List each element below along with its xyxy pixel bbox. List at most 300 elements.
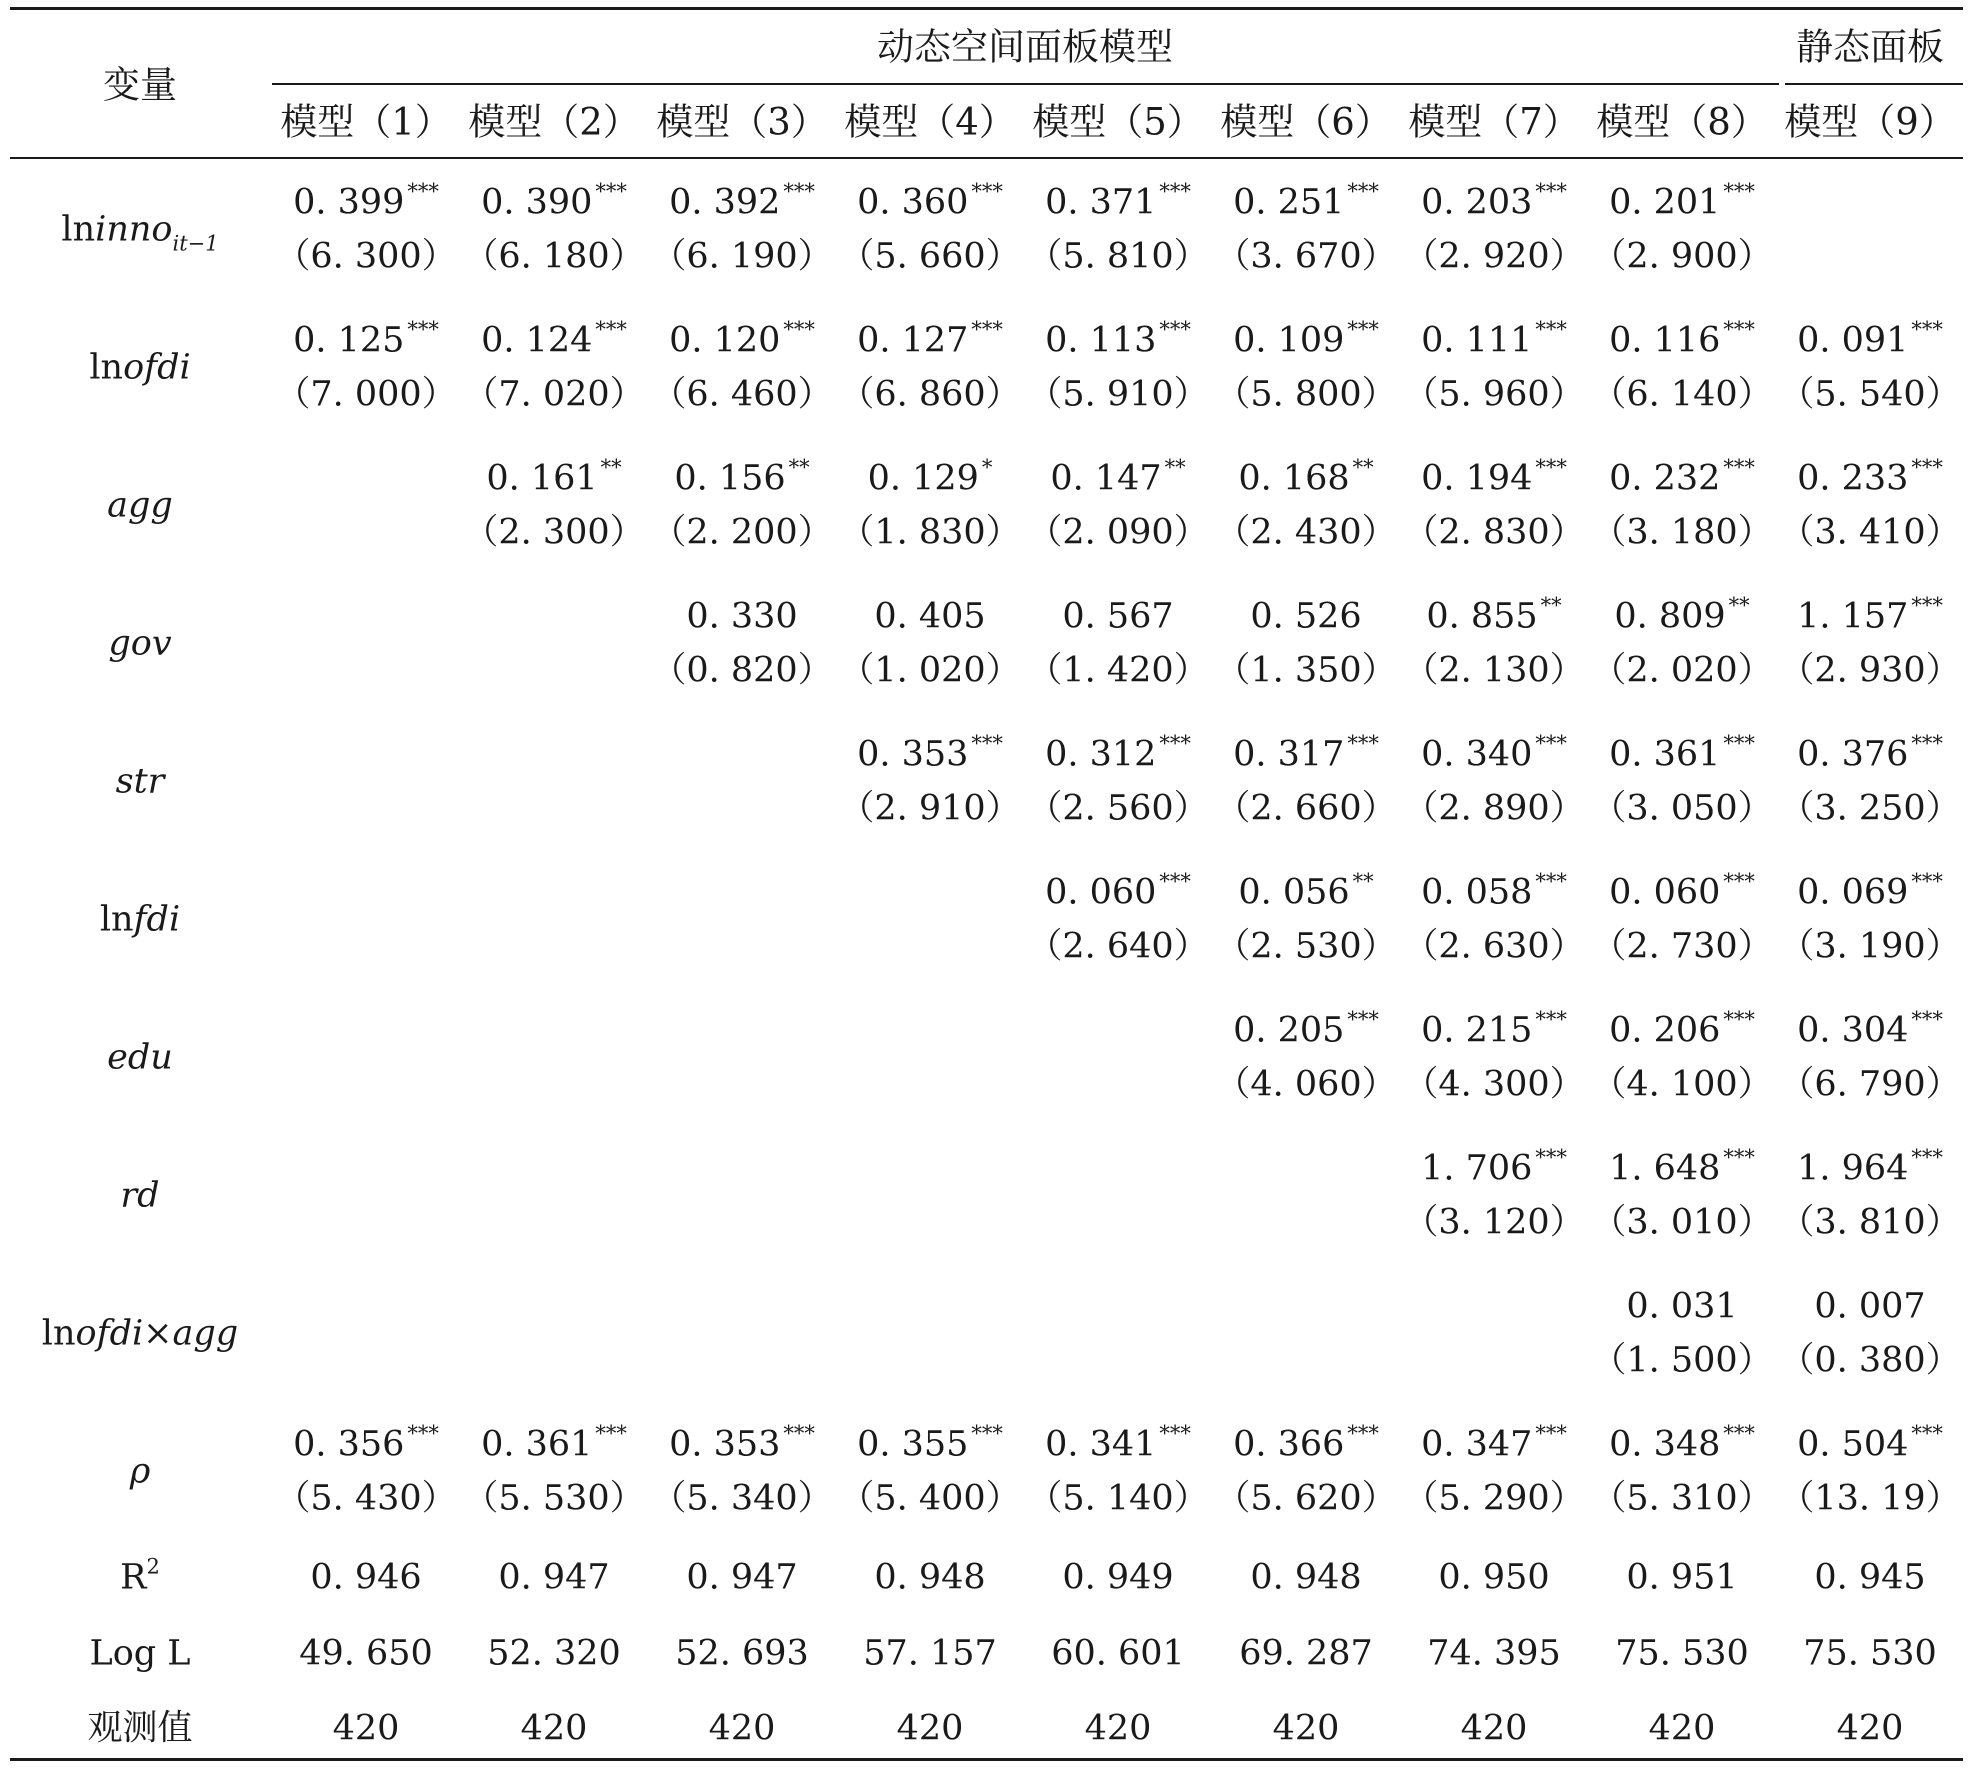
significance-stars: *** <box>407 179 439 204</box>
coefficient-value: 0. 069 <box>1797 872 1909 913</box>
coefficient-value: 0. 340 <box>1421 734 1533 775</box>
stat-value: 74. 395 <box>1427 1633 1561 1674</box>
significance-stars: *** <box>1159 869 1191 894</box>
t-statistic: （3. 010） <box>1591 1202 1773 1243</box>
significance-stars: *** <box>1347 731 1379 756</box>
t-statistic: （5. 400） <box>839 1478 1021 1519</box>
t-statistic: （2. 930） <box>1779 650 1961 691</box>
row-label-name: gov <box>108 623 172 664</box>
row-label <box>108 623 172 664</box>
t-statistic: （2. 130） <box>1403 650 1585 691</box>
t-statistic: （2. 530） <box>1215 926 1397 967</box>
coefficient <box>1421 869 1567 913</box>
t-statistic: （3. 670） <box>1215 236 1397 277</box>
coefficient-value: 0. 361 <box>481 1424 593 1465</box>
t-statistic: （6. 180） <box>463 236 645 277</box>
coefficient-value: 0. 330 <box>686 596 798 637</box>
significance-stars: ** <box>1352 869 1374 894</box>
row-label <box>115 761 165 802</box>
t-statistic: （6. 140） <box>1591 374 1773 415</box>
significance-stars: *** <box>971 179 1003 204</box>
coefficient <box>1421 455 1567 499</box>
t-statistic: （6. 790） <box>1779 1064 1961 1105</box>
coefficient <box>1421 1421 1567 1465</box>
coefficient-value: 0. 526 <box>1250 596 1362 637</box>
significance-stars: *** <box>1535 1421 1567 1446</box>
coefficient <box>1238 869 1374 913</box>
t-statistic: （0. 820） <box>651 650 833 691</box>
coefficient-value: 0. 348 <box>1609 1424 1721 1465</box>
t-statistic: （6. 860） <box>839 374 1021 415</box>
coefficient <box>1062 596 1174 637</box>
model-header: 模型（3） <box>656 100 828 144</box>
t-statistic: （5. 910） <box>1027 374 1209 415</box>
t-statistic: （5. 140） <box>1027 1478 1209 1519</box>
model-header: 模型（8） <box>1596 100 1768 144</box>
t-statistic: （2. 920） <box>1403 236 1585 277</box>
row-label-name: str <box>115 761 165 802</box>
coefficient <box>1797 731 1943 775</box>
coefficient <box>1609 1145 1755 1189</box>
stat-value: 49. 650 <box>299 1633 433 1674</box>
t-statistic: （1. 420） <box>1027 650 1209 691</box>
t-statistic: （6. 460） <box>651 374 833 415</box>
coefficient <box>669 179 815 223</box>
row-label-prefix: ln <box>99 899 134 940</box>
coefficient <box>1609 731 1755 775</box>
coefficient-value: 1. 648 <box>1609 1148 1721 1189</box>
t-statistic: （5. 310） <box>1591 1478 1773 1519</box>
coefficient <box>857 317 1003 361</box>
coefficient-value: 0. 855 <box>1426 596 1538 637</box>
coefficient <box>674 455 810 499</box>
stat-label <box>87 1708 193 1749</box>
t-statistic: （3. 120） <box>1403 1202 1585 1243</box>
significance-stars: *** <box>1535 179 1567 204</box>
t-statistic: （1. 500） <box>1591 1340 1773 1381</box>
stat-value: 420 <box>708 1708 776 1749</box>
significance-stars: *** <box>1723 455 1755 480</box>
coefficient <box>1045 179 1191 223</box>
coefficient <box>1797 1421 1943 1465</box>
significance-stars: *** <box>1723 317 1755 342</box>
coefficient-value: 0. 312 <box>1045 734 1157 775</box>
coefficient <box>1250 596 1362 637</box>
coefficient <box>1233 731 1379 775</box>
row-label-name: edu <box>107 1037 173 1078</box>
row-label-prefix: ln <box>41 1313 76 1354</box>
stat-value: 57. 157 <box>863 1633 997 1674</box>
significance-stars: *** <box>407 317 439 342</box>
t-statistic: （5. 290） <box>1403 1478 1585 1519</box>
coefficient <box>1233 179 1379 223</box>
significance-stars: * <box>981 455 993 480</box>
coefficient <box>1609 455 1755 499</box>
stat-value: 0. 950 <box>1438 1557 1550 1598</box>
coefficient <box>874 596 986 637</box>
significance-stars: *** <box>971 731 1003 756</box>
significance-stars: *** <box>1347 1007 1379 1032</box>
coefficient-value: 0. 567 <box>1062 596 1174 637</box>
coefficient-value: 0. 341 <box>1045 1424 1157 1465</box>
coefficient-value: 0. 109 <box>1233 320 1345 361</box>
coefficient-value: 0. 347 <box>1421 1424 1533 1465</box>
coefficient <box>1045 1421 1191 1465</box>
significance-stars: ** <box>1540 593 1562 618</box>
coefficient-value: 0. 399 <box>293 182 405 223</box>
row-label-name: ofdi <box>75 1313 144 1354</box>
coefficient-value: 0. 058 <box>1421 872 1533 913</box>
t-statistic: （6. 300） <box>275 236 457 277</box>
coefficient-value: 0. 809 <box>1614 596 1726 637</box>
t-statistic: （5. 810） <box>1027 236 1209 277</box>
t-statistic: （3. 810） <box>1779 1202 1961 1243</box>
coefficient-value: 0. 360 <box>857 182 969 223</box>
coefficient-value: 1. 157 <box>1797 596 1909 637</box>
significance-stars: *** <box>1911 317 1943 342</box>
t-statistic: （4. 060） <box>1215 1064 1397 1105</box>
stat-value: 75. 530 <box>1615 1633 1749 1674</box>
t-statistic: （2. 430） <box>1215 512 1397 553</box>
t-statistic: （3. 180） <box>1591 512 1773 553</box>
significance-stars: *** <box>1723 1007 1755 1032</box>
stat-value: 0. 948 <box>1250 1557 1362 1598</box>
model-header: 模型（7） <box>1408 100 1580 144</box>
t-statistic: （2. 200） <box>651 512 833 553</box>
row-label-name: agg <box>172 1313 239 1354</box>
stat-value: 75. 530 <box>1803 1633 1937 1674</box>
coefficient-value: 0. 203 <box>1421 182 1533 223</box>
significance-stars: *** <box>971 1421 1003 1446</box>
coefficient-value: 0. 120 <box>669 320 781 361</box>
t-statistic: （2. 300） <box>463 512 645 553</box>
significance-stars: *** <box>1723 1145 1755 1170</box>
row-label-prefix: ln <box>89 347 124 388</box>
row-label-name: ofdi <box>123 347 191 388</box>
coefficient-value: 0. 056 <box>1238 872 1350 913</box>
coefficient <box>669 317 815 361</box>
coefficient <box>857 1421 1003 1465</box>
row-label-subscript: it−1 <box>172 231 219 256</box>
coefficient-value: 0. 161 <box>486 458 598 499</box>
significance-stars: ** <box>600 455 622 480</box>
significance-stars: *** <box>1911 1421 1943 1446</box>
coefficient <box>1609 1007 1755 1051</box>
t-statistic: （0. 380） <box>1779 1340 1961 1381</box>
coefficient <box>481 179 627 223</box>
t-statistic: （13. 19） <box>1779 1478 1961 1519</box>
significance-stars: ** <box>1164 455 1186 480</box>
model-header: 模型（6） <box>1220 100 1392 144</box>
coefficient-value: 0. 194 <box>1421 458 1533 499</box>
coefficient-value: 0. 304 <box>1797 1010 1909 1051</box>
significance-stars: *** <box>1159 1421 1191 1446</box>
significance-stars: *** <box>1911 869 1943 894</box>
row-label-prefix: ln <box>61 209 96 250</box>
t-statistic: （1. 830） <box>839 512 1021 553</box>
significance-stars: *** <box>1159 179 1191 204</box>
significance-stars: *** <box>971 317 1003 342</box>
coefficient <box>293 317 439 361</box>
significance-stars: *** <box>1911 731 1943 756</box>
t-statistic: （7. 000） <box>275 374 457 415</box>
coefficient <box>1238 455 1374 499</box>
coefficient-value: 0. 091 <box>1797 320 1909 361</box>
significance-stars: *** <box>407 1421 439 1446</box>
t-statistic: （5. 960） <box>1403 374 1585 415</box>
coefficient-value: 0. 124 <box>481 320 593 361</box>
significance-stars: ** <box>1352 455 1374 480</box>
significance-stars: ** <box>1728 593 1750 618</box>
coefficient <box>481 1421 627 1465</box>
stat-value: 0. 947 <box>686 1557 798 1598</box>
row-label <box>107 1037 173 1078</box>
coefficient-value: 0. 116 <box>1609 320 1721 361</box>
t-statistic: （2. 910） <box>839 788 1021 829</box>
coefficient <box>1797 869 1943 913</box>
stat-value: 0. 948 <box>874 1557 986 1598</box>
t-statistic: （5. 540） <box>1779 374 1961 415</box>
coefficient-value: 0. 113 <box>1045 320 1157 361</box>
stat-value: 52. 693 <box>675 1633 809 1674</box>
significance-stars: ** <box>788 455 810 480</box>
model-header: 模型（5） <box>1032 100 1204 144</box>
t-statistic: （2. 090） <box>1027 512 1209 553</box>
t-statistic: （3. 250） <box>1779 788 1961 829</box>
coefficient-value: 0. 392 <box>669 182 781 223</box>
significance-stars: *** <box>595 1421 627 1446</box>
coefficient-value: 0. 060 <box>1045 872 1157 913</box>
coefficient <box>686 596 798 637</box>
t-statistic: （2. 900） <box>1591 236 1773 277</box>
coefficient-value: 0. 353 <box>669 1424 781 1465</box>
coefficient <box>1609 179 1755 223</box>
t-statistic: （5. 340） <box>651 1478 833 1519</box>
row-label <box>61 209 219 256</box>
coefficient-value: 0. 233 <box>1797 458 1909 499</box>
t-statistic: （2. 730） <box>1591 926 1773 967</box>
model-header: 模型（1） <box>280 100 452 144</box>
significance-stars: *** <box>595 317 627 342</box>
stat-label-superscript: 2 <box>146 1554 160 1579</box>
significance-stars: *** <box>1535 455 1567 480</box>
stat-value: 0. 947 <box>498 1557 610 1598</box>
coefficient-value: 0. 376 <box>1797 734 1909 775</box>
coefficient-value: 0. 232 <box>1609 458 1721 499</box>
significance-stars: *** <box>1535 731 1567 756</box>
t-statistic: （6. 190） <box>651 236 833 277</box>
coefficient <box>1797 455 1943 499</box>
t-statistic: （2. 660） <box>1215 788 1397 829</box>
stat-label <box>89 1633 191 1674</box>
coefficient-value: 0. 206 <box>1609 1010 1721 1051</box>
significance-stars: *** <box>1911 455 1943 480</box>
coefficient-value: 0. 205 <box>1233 1010 1345 1051</box>
coefficient-value: 0. 031 <box>1626 1286 1738 1327</box>
coefficient <box>293 1421 439 1465</box>
row-label-name: ρ <box>129 1451 151 1492</box>
t-statistic: （3. 190） <box>1779 926 1961 967</box>
coefficient-value: 0. 127 <box>857 320 969 361</box>
coefficient-value: 0. 060 <box>1609 872 1721 913</box>
significance-stars: *** <box>1535 1145 1567 1170</box>
stat-value: 420 <box>1460 1708 1528 1749</box>
row-label-operator: × <box>143 1313 173 1354</box>
model-header: 模型（9） <box>1784 100 1956 144</box>
row-label <box>107 485 173 526</box>
significance-stars: *** <box>783 179 815 204</box>
coefficient-value: 0. 007 <box>1814 1286 1926 1327</box>
coefficient <box>1614 593 1750 637</box>
coefficient <box>481 317 627 361</box>
coefficient-value: 0. 355 <box>857 1424 969 1465</box>
t-statistic: （2. 630） <box>1403 926 1585 967</box>
coefficient-value: 0. 361 <box>1609 734 1721 775</box>
coefficient <box>1233 1007 1379 1051</box>
stat-value: 52. 320 <box>487 1633 621 1674</box>
coefficient <box>1626 1286 1738 1327</box>
significance-stars: *** <box>783 1421 815 1446</box>
top-rule <box>10 7 1963 10</box>
coefficient <box>857 179 1003 223</box>
coefficient <box>1045 731 1191 775</box>
t-statistic: （3. 410） <box>1779 512 1961 553</box>
coefficient-value: 0. 356 <box>293 1424 405 1465</box>
coefficient <box>1421 1007 1567 1051</box>
coefficient <box>293 179 439 223</box>
coefficient <box>1797 593 1943 637</box>
coefficient <box>1421 731 1567 775</box>
row-label <box>89 347 191 388</box>
stat-value: 420 <box>1084 1708 1152 1749</box>
row-label-name: rd <box>120 1175 160 1216</box>
coefficient <box>1426 593 1562 637</box>
t-statistic: （4. 100） <box>1591 1064 1773 1105</box>
t-statistic: （5. 660） <box>839 236 1021 277</box>
row-label <box>41 1313 239 1354</box>
stat-value: 420 <box>520 1708 588 1749</box>
stat-value: 69. 287 <box>1239 1633 1373 1674</box>
significance-stars: *** <box>1723 869 1755 894</box>
t-statistic: （1. 350） <box>1215 650 1397 691</box>
t-statistic: （2. 830） <box>1403 512 1585 553</box>
coefficient <box>1045 317 1191 361</box>
coefficient <box>486 455 622 499</box>
group-rule-dynamic <box>272 83 1779 85</box>
coefficient <box>857 731 1003 775</box>
coefficient <box>1609 869 1755 913</box>
t-statistic: （5. 800） <box>1215 374 1397 415</box>
row-label-name: fdi <box>133 899 181 940</box>
stat-value: 420 <box>896 1708 964 1749</box>
significance-stars: *** <box>1347 317 1379 342</box>
t-statistic: （3. 050） <box>1591 788 1773 829</box>
coefficient <box>1045 869 1191 913</box>
coefficient <box>1050 455 1186 499</box>
coefficient-value: 0. 215 <box>1421 1010 1533 1051</box>
coefficient-value: 1. 706 <box>1421 1148 1533 1189</box>
stat-label-text: 观测值 <box>87 1708 193 1749</box>
t-statistic: （2. 640） <box>1027 926 1209 967</box>
t-statistic: （7. 020） <box>463 374 645 415</box>
t-statistic: （2. 020） <box>1591 650 1773 691</box>
row-label <box>129 1451 151 1492</box>
coefficient-value: 0. 201 <box>1609 182 1721 223</box>
significance-stars: *** <box>1159 731 1191 756</box>
coefficient <box>1421 1145 1567 1189</box>
stat-value: 420 <box>332 1708 400 1749</box>
significance-stars: *** <box>1347 179 1379 204</box>
coefficient <box>1797 1145 1943 1189</box>
significance-stars: *** <box>1347 1421 1379 1446</box>
stat-value: 420 <box>1836 1708 1904 1749</box>
t-statistic: （2. 890） <box>1403 788 1585 829</box>
stat-value: 0. 951 <box>1626 1557 1738 1598</box>
coefficient-value: 0. 353 <box>857 734 969 775</box>
coefficient-value: 0. 168 <box>1238 458 1350 499</box>
significance-stars: *** <box>1535 869 1567 894</box>
stat-label-text: Log L <box>89 1633 191 1674</box>
coefficient <box>1814 1286 1926 1327</box>
t-statistic: （4. 300） <box>1403 1064 1585 1105</box>
stat-label <box>120 1554 160 1598</box>
coefficient-value: 0. 147 <box>1050 458 1162 499</box>
coefficient <box>1797 1007 1943 1051</box>
stat-value: 420 <box>1272 1708 1340 1749</box>
significance-stars: *** <box>1911 593 1943 618</box>
bottom-rule <box>10 1758 1963 1761</box>
coefficient <box>1233 317 1379 361</box>
model-header: 模型（4） <box>844 100 1016 144</box>
coefficient <box>669 1421 815 1465</box>
stat-label-text: R <box>120 1557 147 1598</box>
coefficient <box>1609 1421 1755 1465</box>
static-group-header: 静态面板 <box>1796 25 1944 69</box>
variable-header: 变量 <box>103 63 177 107</box>
coefficient-value: 1. 964 <box>1797 1148 1909 1189</box>
stat-value: 0. 946 <box>310 1557 422 1598</box>
coefficient-value: 0. 390 <box>481 182 593 223</box>
significance-stars: *** <box>783 317 815 342</box>
stat-value: 420 <box>1648 1708 1716 1749</box>
row-label <box>120 1175 160 1216</box>
significance-stars: *** <box>1911 1145 1943 1170</box>
t-statistic: （5. 620） <box>1215 1478 1397 1519</box>
dynamic-group-header: 动态空间面板模型 <box>877 25 1173 69</box>
significance-stars: *** <box>1535 317 1567 342</box>
significance-stars: *** <box>1723 731 1755 756</box>
row-label <box>99 899 181 940</box>
stat-value: 0. 949 <box>1062 1557 1174 1598</box>
significance-stars: *** <box>1911 1007 1943 1032</box>
t-statistic: （2. 560） <box>1027 788 1209 829</box>
group-rule-static <box>1785 83 1963 85</box>
coefficient-value: 0. 251 <box>1233 182 1345 223</box>
coefficient <box>1609 317 1755 361</box>
significance-stars: *** <box>1723 179 1755 204</box>
t-statistic: （5. 530） <box>463 1478 645 1519</box>
coefficient <box>867 455 993 499</box>
significance-stars: *** <box>1723 1421 1755 1446</box>
coefficient-value: 0. 156 <box>674 458 786 499</box>
coefficient-value: 0. 405 <box>874 596 986 637</box>
model-header: 模型（2） <box>468 100 640 144</box>
coefficient-value: 0. 366 <box>1233 1424 1345 1465</box>
coefficient <box>1233 1421 1379 1465</box>
coefficient <box>1421 179 1567 223</box>
stat-value: 60. 601 <box>1051 1633 1185 1674</box>
coefficient-value: 0. 111 <box>1421 320 1533 361</box>
